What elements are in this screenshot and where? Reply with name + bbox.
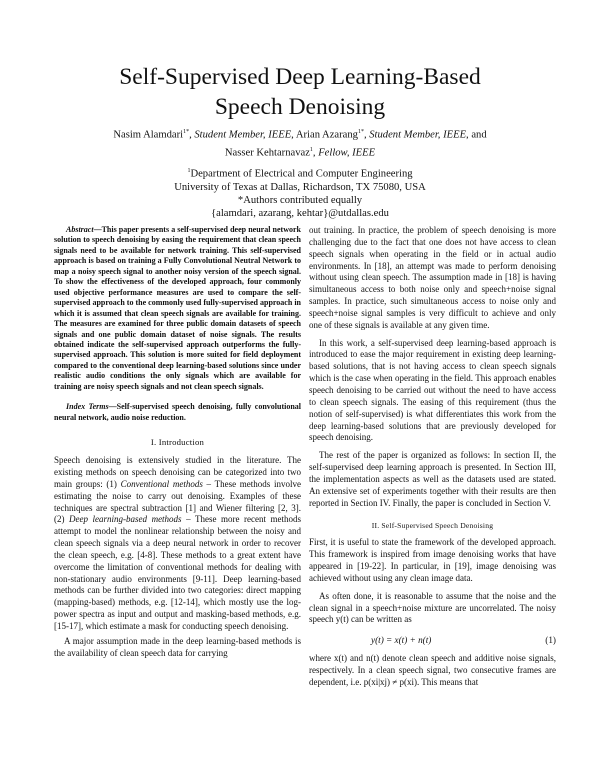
abstract: Abstract—This paper presents a self-supervised deep neural network solution to speech denoising by easing the requirement that clean speech signals need to be available for network training. This self-supervised approach is based on training a Fully Convolutional Neutral Network to map a noisy speech signal to another noisy version of the speech signal. To show the effectiveness of the developed approach, four commonly used objective performance measures are used to compare the self-supervised approach to the commonly used fully-supervised approach in which it is assumed that clean speech signals are available for training. The measures are examined for three public domain datasets of speech signals and one public domain dataset of noise signals. The results obtained indicate the self-supervised approach outperforms the fully-supervised approach. This solution is more suited for field deployment compared to the conventional deep learning-based solutions since under realistic audio conditions the only signals which are available for training are noisy speech signals and not clean speech signals. bbox=[54, 225, 301, 391]
paper-title: Self-Supervised Deep Learning-Based Speech Denoising bbox=[119, 64, 481, 120]
index-terms: Index Terms—Self-supervised speech denoising, fully convolutional neural network, audio noise reduction. bbox=[54, 402, 302, 422]
body-paragraph: out training. In practice, the problem of speech denoising is more challenging due to the fact that one does not have access to clean speech signals when operating in the field or in actual audio environments. In [18], an attempt was made to perform denoising without using clean speech. The assumption made in [18] is having simultaneous access to both noise only and speech+noise signal samples. In practice, such simultaneous access to noise only and speech+noise signal samples is very difficult to achieve and only one of these signals is available at any given time. bbox=[309, 225, 556, 330]
body-paragraph: where x(t) and n(t) denote clean speech and additive noise signals, respectively. In a clean speech signal, two consecutive frames are dependent, i.e. p(xi|xj) ≠ p(xi). This means that bbox=[309, 653, 556, 687]
section-heading-introduction: I. Introduction bbox=[150, 437, 205, 448]
right-column bbox=[309, 225, 556, 689]
left-column bbox=[54, 225, 301, 660]
intro-paragraph: Speech denoising is extensively studied in the literature. The existing methods on speech denoising can be categorized into two main groups: (1) Conventional methods – These methods involve estimating the noise to carry out denoising. Examples of these techniques are spectral subtraction [1] and Wiener filtering [2, 3]. (2) Deep learning-based methods – These more recent methods attempt to model the nonlinear relationship between the noisy and clean speech signals via a deep neural network in order to recover the clean speech, e.g. [4-8]. These methods to a great extent have overcome the limitation of conventional methods for dealing with non-stationary audio environments [9-11]. Deep learning-based methods can be further divided into two categories: direct mapping (mapping-based) methods, e.g. [12-14], which mostly use the log-power spectra as input and output and masking-based methods, e.g. [15-17], which estimate a mask for conducting speech denoising. bbox=[54, 455, 301, 631]
intro-paragraph: A major assumption made in the deep learning-based methods is the availability of clean speech data for carrying bbox=[54, 635, 301, 658]
section-heading-self-supervised: II. Self-Supervised Speech Denoising bbox=[371, 521, 494, 531]
body-paragraph: First, it is useful to state the framework of the developed approach. This framework is inspired from image denoising works that have appeared in [19-22]. In particular, in [19], image denoising was achieved without using any clean image data. bbox=[309, 537, 556, 583]
author-emails: {alamdari, azarang, kehtar}@utdallas.edu bbox=[211, 207, 389, 219]
body-paragraph: In this work, a self-supervised deep learning-based approach is introduced to ease the major requirement in existing deep learning-based solutions, that is not having access to clean speech signals which is the case when operating in the field. This approach enables speech denoising to be carried out without the need to have access to clean speech signals. The easing of this requirement (thus the notion of self-supervised) is what differentiates this work from the deep learning-based solutions that are previously developed for speech denoising. bbox=[309, 337, 556, 443]
body-paragraph: The rest of the paper is organized as follows: In section II, the self-supervised deep learning approach is presented. In Section III, the implementation aspects as well as the datasets used are stated. An extensive set of experiments together with their results are then reported in Section IV. Finally, the paper is concluded in Section V. bbox=[309, 450, 556, 508]
equation-1: y(t) = x(t) + n(t) (1) bbox=[371, 635, 556, 646]
affiliation-block: $^1$Department of Electrical and Computer Engineering University of Texas at Dallas, Richardson, TX 75080, USA *Authors contributed equally {alamdari, azarang, kehtar}@utdallas.edu bbox=[60, 165, 540, 220]
author-list: Nasim Alamdari$^{1*}$, Student Member, IEEE, Arian Azarang$^{1*}$, Student Member, IEEE, and Nasser Kehtarnavaz$^1$, Fellow, IEEE bbox=[113, 129, 487, 159]
body-paragraph: As often done, it is reasonable to assume that the noise and the clean signal in a speech+noise mixture are uncorrelated. The noisy speech y(t) can be written as bbox=[309, 590, 556, 625]
equation-number: (1) bbox=[545, 635, 556, 646]
